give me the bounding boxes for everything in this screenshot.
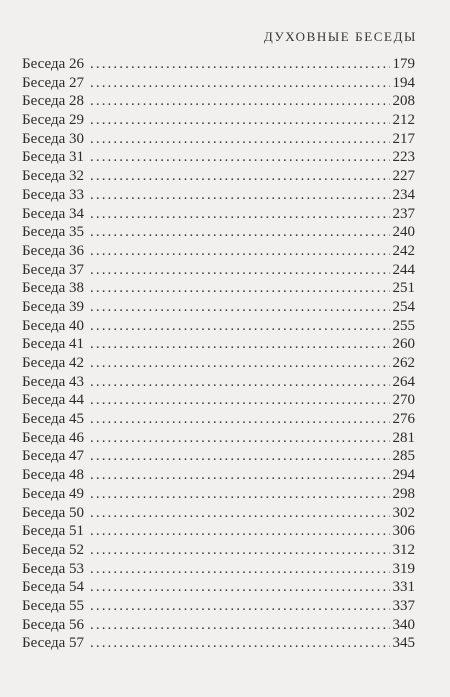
toc-entry-label: Беседа 40 bbox=[22, 317, 84, 334]
toc-entry-label: Беседа 38 bbox=[22, 280, 84, 297]
toc-dot-leader bbox=[90, 541, 390, 560]
toc-entry bbox=[22, 578, 415, 597]
toc-entry-page-number: 244 bbox=[392, 261, 415, 278]
toc-entry bbox=[22, 354, 415, 373]
toc-entry-label: Беседа 26 bbox=[22, 56, 84, 72]
toc-entry bbox=[22, 634, 415, 653]
toc-entry-page-number: 294 bbox=[392, 467, 415, 484]
toc-entry-page-number: 208 bbox=[392, 93, 415, 110]
toc-entry-page-number: 223 bbox=[392, 149, 415, 166]
toc-entry-label: Беседа 30 bbox=[22, 130, 84, 147]
toc-entry bbox=[22, 447, 415, 466]
toc-dot-leader bbox=[90, 616, 390, 635]
table-of-contents bbox=[22, 55, 415, 653]
toc-entry-page-number: 217 bbox=[392, 130, 415, 147]
toc-dot-leader bbox=[90, 130, 390, 149]
toc-dot-leader bbox=[90, 597, 390, 616]
toc-entry-label: Беседа 37 bbox=[22, 261, 84, 278]
toc-entry-page-number: 227 bbox=[392, 168, 415, 185]
toc-dot-leader bbox=[90, 261, 390, 280]
toc-entry-label: Беседа 49 bbox=[22, 485, 84, 502]
toc-entry-page-number: 179 bbox=[392, 56, 415, 72]
toc-entry-label: Беседа 34 bbox=[22, 205, 84, 222]
toc-entry bbox=[22, 279, 415, 298]
toc-dot-leader bbox=[90, 111, 390, 130]
toc-entry-page-number: 251 bbox=[392, 280, 415, 297]
toc-dot-leader bbox=[90, 74, 390, 93]
toc-entry-page-number: 340 bbox=[392, 616, 415, 633]
toc-entry-page-number: 254 bbox=[392, 298, 415, 315]
toc-entry bbox=[22, 111, 415, 130]
toc-entry bbox=[22, 597, 415, 616]
toc-dot-leader bbox=[90, 317, 390, 336]
toc-dot-leader bbox=[90, 410, 390, 429]
toc-entry bbox=[22, 242, 415, 261]
toc-entry-page-number: 240 bbox=[392, 224, 415, 241]
toc-dot-leader bbox=[90, 373, 390, 392]
toc-entry-label: Беседа 43 bbox=[22, 373, 84, 390]
toc-entry-page-number: 306 bbox=[392, 523, 415, 540]
toc-dot-leader bbox=[90, 205, 390, 224]
toc-entry-label: Беседа 53 bbox=[22, 560, 84, 577]
toc-entry-label: Беседа 52 bbox=[22, 541, 84, 558]
toc-dot-leader bbox=[90, 522, 390, 541]
toc-dot-leader bbox=[90, 298, 390, 317]
toc-entry-page-number: 255 bbox=[392, 317, 415, 334]
running-header: ДУХОВНЫЕ БЕСЕДЫ bbox=[263, 29, 417, 44]
toc-entry-page-number: 281 bbox=[392, 429, 415, 446]
toc-entry-label: Беседа 42 bbox=[22, 355, 84, 371]
toc-entry bbox=[22, 429, 415, 448]
toc-entry-label: Беседа 57 bbox=[22, 635, 84, 652]
toc-entry bbox=[22, 261, 415, 280]
toc-dot-leader bbox=[90, 447, 390, 466]
toc-entry-label: Беседа 51 bbox=[22, 523, 84, 540]
toc-entry-label: Беседа 50 bbox=[22, 504, 84, 521]
toc-dot-leader bbox=[90, 578, 390, 597]
toc-dot-leader bbox=[90, 223, 390, 242]
toc-entry-page-number: 285 bbox=[392, 448, 415, 465]
toc-entry-page-number: 212 bbox=[392, 112, 415, 129]
toc-entry-page-number: 234 bbox=[392, 186, 415, 203]
toc-entry-page-number: 194 bbox=[392, 74, 415, 91]
toc-dot-leader bbox=[90, 485, 390, 504]
toc-entry-page-number: 237 bbox=[392, 205, 415, 222]
toc-entry bbox=[22, 616, 415, 635]
toc-dot-leader bbox=[90, 354, 390, 373]
toc-entry bbox=[22, 541, 415, 560]
toc-entry bbox=[22, 148, 415, 167]
toc-dot-leader bbox=[90, 186, 390, 205]
toc-entry bbox=[22, 485, 415, 504]
toc-entry-page-number: 276 bbox=[392, 411, 415, 428]
toc-dot-leader bbox=[90, 335, 390, 354]
toc-entry bbox=[22, 205, 415, 224]
toc-dot-leader bbox=[90, 504, 390, 523]
toc-dot-leader bbox=[90, 429, 390, 448]
toc-entry-page-number: 331 bbox=[392, 579, 415, 596]
toc-entry-page-number: 270 bbox=[392, 392, 415, 409]
toc-dot-leader bbox=[90, 242, 390, 261]
toc-dot-leader bbox=[90, 279, 390, 298]
toc-entry bbox=[22, 466, 415, 485]
toc-entry-label: Беседа 55 bbox=[22, 597, 84, 614]
toc-entry-label: Беседа 54 bbox=[22, 579, 84, 596]
toc-entry-label: Беседа 46 bbox=[22, 429, 84, 446]
toc-entry-label: Беседа 48 bbox=[22, 467, 84, 484]
toc-entry-label: Беседа 41 bbox=[22, 336, 84, 353]
toc-entry-label: Беседа 47 bbox=[22, 448, 84, 465]
toc-dot-leader bbox=[90, 466, 390, 485]
toc-entry bbox=[22, 92, 415, 111]
toc-entry-page-number: 264 bbox=[392, 373, 415, 390]
toc-dot-leader bbox=[90, 560, 390, 579]
toc-entry-page-number: 262 bbox=[392, 355, 415, 371]
toc-entry-label: Беседа 36 bbox=[22, 242, 84, 259]
toc-entry-label: Беседа 28 bbox=[22, 93, 84, 110]
toc-entry-page-number: 242 bbox=[392, 242, 415, 259]
toc-entry-label: Беседа 39 bbox=[22, 298, 84, 315]
toc-entry bbox=[22, 130, 415, 149]
toc-dot-leader bbox=[90, 92, 390, 111]
toc-entry bbox=[22, 74, 415, 93]
toc-entry-page-number: 260 bbox=[392, 336, 415, 353]
toc-entry bbox=[22, 335, 415, 354]
toc-entry-page-number: 337 bbox=[392, 597, 415, 614]
toc-entry bbox=[22, 298, 415, 317]
toc-entry-page-number: 298 bbox=[392, 485, 415, 502]
toc-entry-page-number: 302 bbox=[392, 504, 415, 521]
toc-entry-label: Беседа 27 bbox=[22, 74, 84, 91]
toc-entry bbox=[22, 167, 415, 186]
toc-entry bbox=[22, 55, 415, 74]
toc-entry bbox=[22, 522, 415, 541]
toc-entry bbox=[22, 410, 415, 429]
toc-entry bbox=[22, 317, 415, 336]
toc-entry-label: Беседа 32 bbox=[22, 168, 84, 185]
toc-entry-page-number: 312 bbox=[392, 541, 415, 558]
toc-entry bbox=[22, 504, 415, 523]
toc-entry-label: Беседа 35 bbox=[22, 224, 84, 241]
toc-entry bbox=[22, 186, 415, 205]
toc-dot-leader bbox=[90, 391, 390, 410]
toc-entry-page-number: 319 bbox=[392, 560, 415, 577]
toc-dot-leader bbox=[90, 55, 390, 74]
toc-entry-label: Беседа 45 bbox=[22, 411, 84, 428]
toc-entry-label: Беседа 29 bbox=[22, 112, 84, 129]
toc-entry-label: Беседа 44 bbox=[22, 392, 84, 409]
toc-entry bbox=[22, 391, 415, 410]
toc-entry bbox=[22, 223, 415, 242]
toc-entry-label: Беседа 56 bbox=[22, 616, 84, 633]
toc-entry-label: Беседа 31 bbox=[22, 149, 84, 166]
toc-entry-label: Беседа 33 bbox=[22, 186, 84, 203]
toc-dot-leader bbox=[90, 634, 390, 653]
toc-dot-leader bbox=[90, 148, 390, 167]
toc-entry bbox=[22, 560, 415, 579]
toc-entry-page-number: 345 bbox=[392, 635, 415, 652]
toc-entry bbox=[22, 373, 415, 392]
toc-dot-leader bbox=[90, 167, 390, 186]
